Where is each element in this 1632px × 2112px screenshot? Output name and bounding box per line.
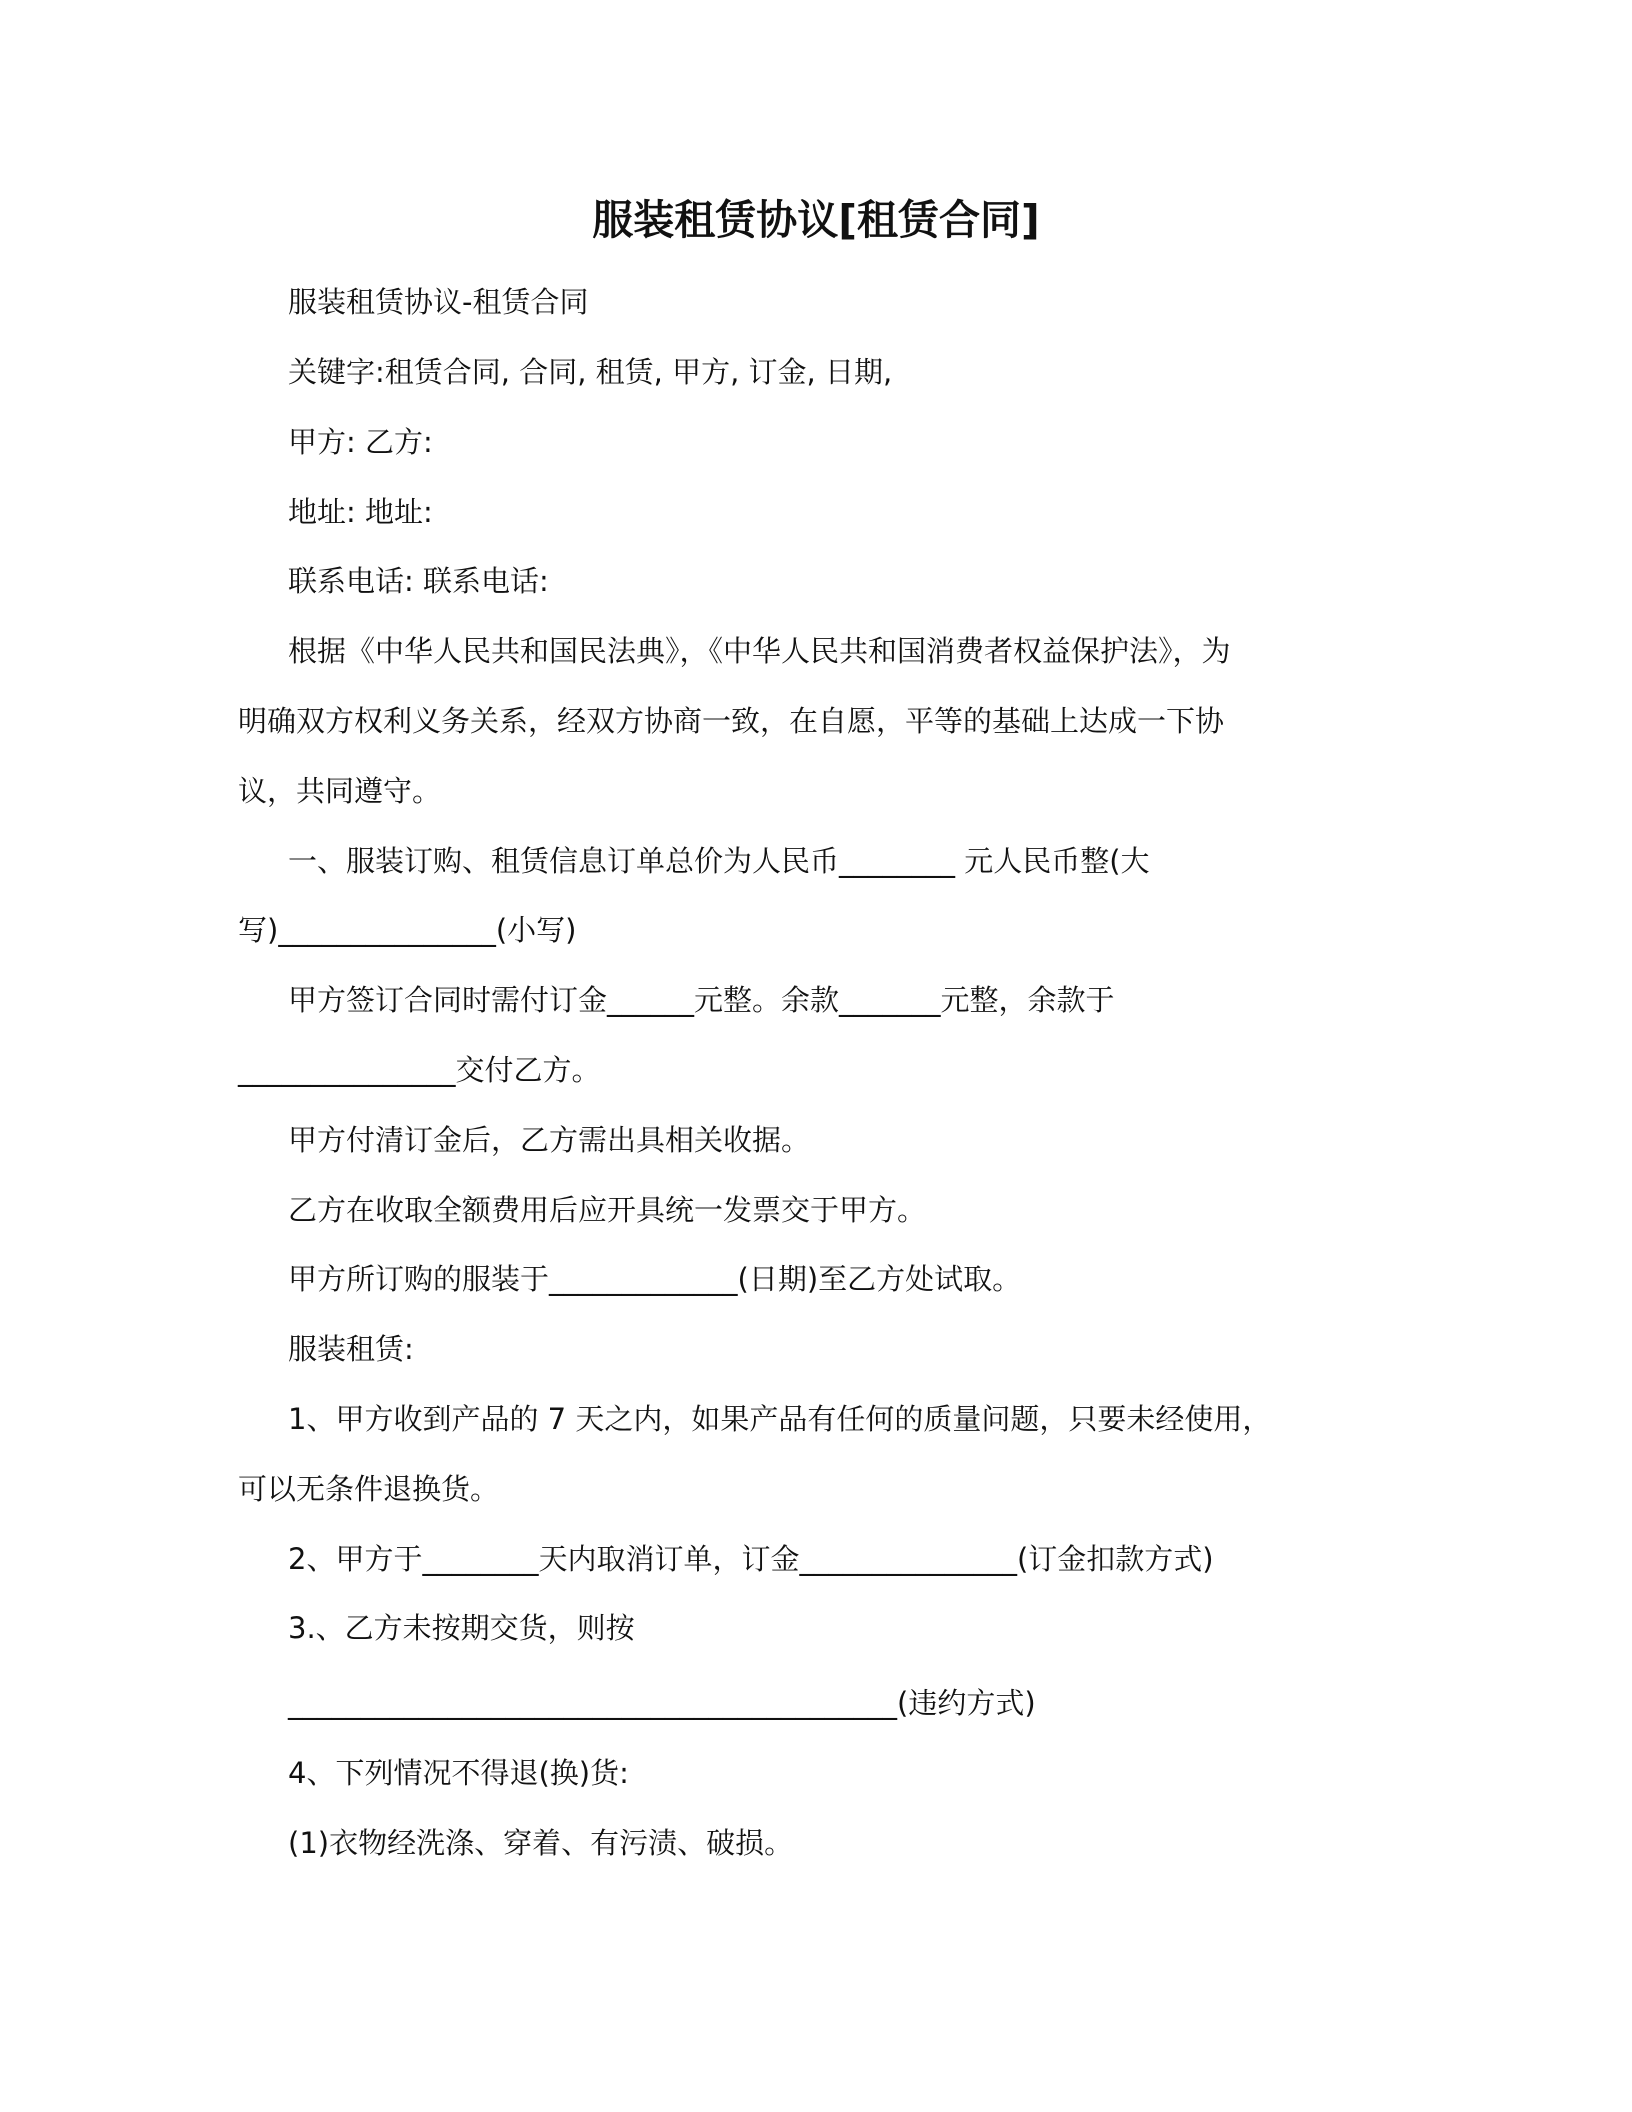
rule-3-line-1: 3.、乙方未按期交货，则按 <box>288 1611 635 1645</box>
parties-line: 甲方: 乙方: <box>288 425 433 459</box>
deposit-line-2: _______________交付乙方。 <box>238 1053 601 1087</box>
rental-heading: 服装租赁: <box>288 1332 414 1366</box>
rule-2-line: 2、甲方于________天内取消订单，订金_______________(订金扣款方式) <box>288 1542 1214 1576</box>
invoice-line: 乙方在收取全额费用后应开具统一发票交于甲方。 <box>288 1193 927 1227</box>
document-title: 服装租赁协议[租赁合同] <box>592 196 1040 244</box>
fitting-date-line: 甲方所订购的服装于_____________(日期)至乙方处试取。 <box>288 1262 1022 1296</box>
rule-4-line: 4、下列情况不得退(换)货: <box>288 1756 629 1790</box>
address-line: 地址: 地址: <box>288 495 433 529</box>
clause-1-line-1: 一、服装订购、租赁信息订单总价为人民币________ 元人民币整(大 <box>288 844 1150 878</box>
phone-line: 联系电话: 联系电话: <box>288 564 549 598</box>
rule-1-line-2: 可以无条件退换货。 <box>238 1472 500 1506</box>
rule-3-line-2: __________________________________________(违约方式) <box>288 1686 1036 1720</box>
subtitle-line: 服装租赁协议-租赁合同 <box>288 285 589 319</box>
deposit-line-1: 甲方签订合同时需付订金______元整。余款_______元整，余款于 <box>288 983 1115 1017</box>
rule-1-line-1: 1、甲方收到产品的 7 天之内，如果产品有任何的质量问题，只要未经使用， <box>288 1402 1272 1436</box>
clause-1-line-2: 写)_______________(小写) <box>238 913 577 947</box>
preamble-line-3: 议，共同遵守。 <box>238 774 442 808</box>
rule-4-item-1: (1)衣物经洗涤、穿着、有污渍、破损。 <box>288 1826 794 1860</box>
preamble-line-2: 明确双方权利义务关系，经双方协商一致，在自愿，平等的基础上达成一下协 <box>238 704 1225 738</box>
receipt-line: 甲方付清订金后，乙方需出具相关收据。 <box>288 1123 811 1157</box>
preamble-line-1: 根据《中华人民共和国民法典》，《中华人民共和国消费者权益保护法》，为 <box>288 634 1231 668</box>
keywords-line: 关键字:租赁合同, 合同, 租赁, 甲方, 订金, 日期, <box>288 355 893 389</box>
